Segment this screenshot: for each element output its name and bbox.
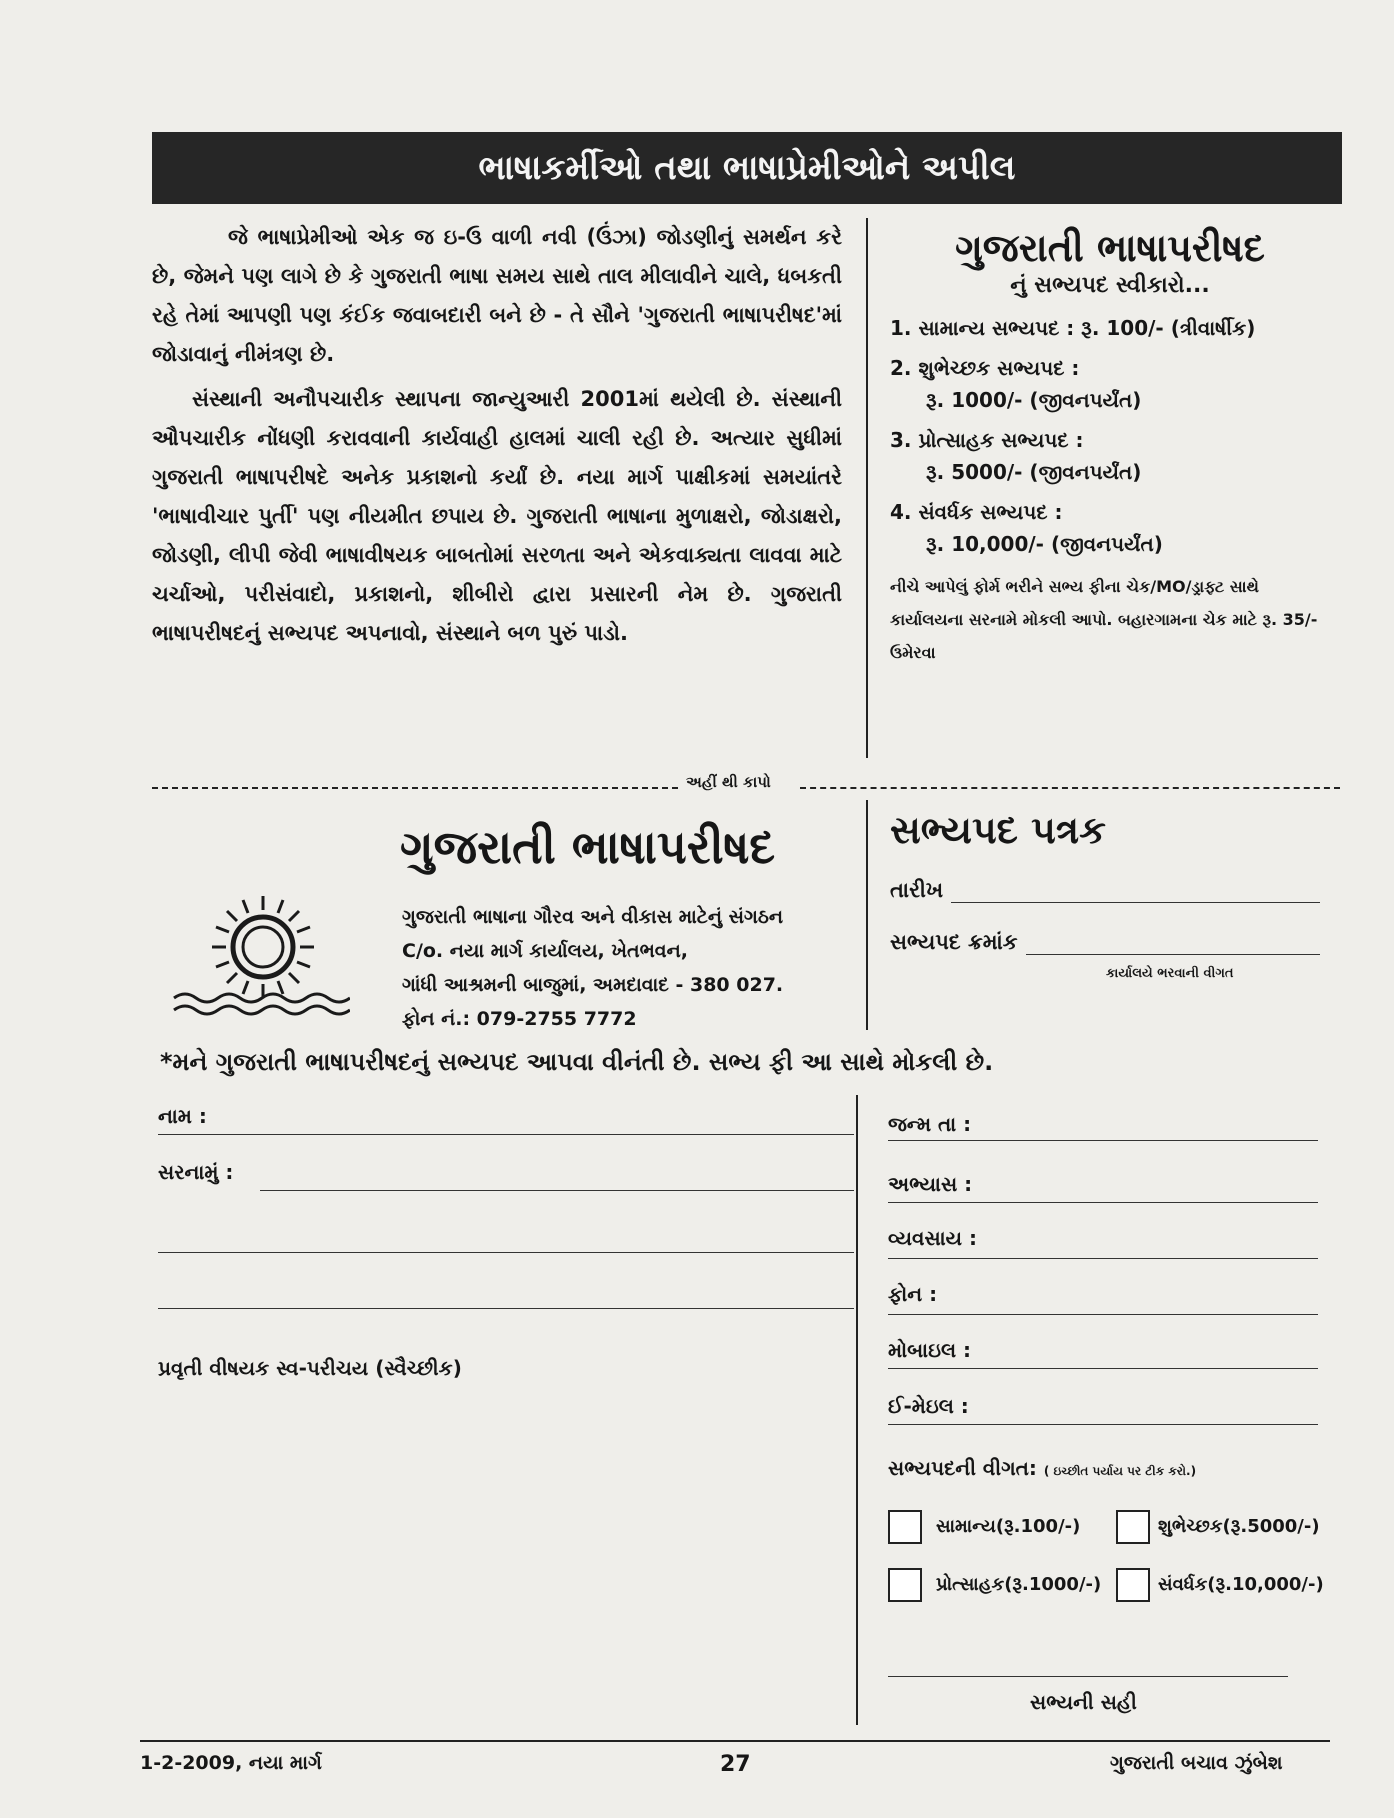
membership-item-3: 3. પ્રોત્સાહક સભ્યપદ : — [890, 428, 1084, 452]
org-phone: ફોન નં.: 079-2755 7772 — [402, 1008, 637, 1030]
date-row — [890, 878, 1320, 903]
office-note: કાર્યાલયે ભરવાની વીગત — [1106, 966, 1234, 981]
option-patron-label: પ્રોત્સાહક(રૂ.1000/-) — [936, 1574, 1102, 1595]
column-divider — [866, 218, 868, 758]
org-address-line-1: C/o. નયા માર્ગ કાર્યાલય, ખેતભવન, — [402, 940, 688, 962]
membership-detail-title: સભ્યપદની વીગત: — [888, 1456, 1037, 1480]
signature-field[interactable] — [888, 1676, 1288, 1677]
option-ordinary-checkbox[interactable] — [888, 1510, 922, 1544]
membership-item-1: 1. સામાન્ય સભ્યપદ : રૂ. 100/- (ત્રીવાર્ષીક) — [890, 316, 1256, 340]
appeal-header — [152, 132, 1342, 204]
dob-label: જન્મ તા : — [888, 1112, 972, 1136]
mobile-label: મોબાઇલ : — [888, 1338, 972, 1362]
address-field-1[interactable] — [260, 1190, 854, 1191]
mobile-field[interactable] — [888, 1368, 1318, 1369]
member-number-label: સભ્યપદ ક્રમાંક — [890, 930, 1018, 954]
option-promoter-label: સંવર્ધક(રૂ.10,000/-) — [1158, 1574, 1324, 1595]
membership-detail-label — [888, 1456, 1196, 1480]
cut-here-label: અહીં થી કાપો — [686, 773, 771, 791]
appeal-title: ભાષાકર્મીઓ તથા ભાષાપ્રેમીઓને અપીલ — [478, 148, 1016, 188]
dob-field[interactable] — [888, 1140, 1318, 1141]
phone-label: ફોન : — [888, 1282, 938, 1306]
occupation-field[interactable] — [888, 1258, 1318, 1259]
membership-note: નીચે આપેલું ફોર્મ ભરીને સભ્ય ફીના ચેક/MO/ડ્રાફ્ટ સાથે કાર્યાલયના સરનામે મોકલી આપો. બહારગામના ચેક માટે રૂ. 35/- ઉમેરવા — [890, 577, 1318, 662]
address-label: સરનામું : — [158, 1160, 234, 1184]
sun-logo-icon — [208, 892, 318, 1002]
option-wellwisher-label: શુભેચ્છક(રૂ.5000/-) — [1158, 1516, 1320, 1537]
member-number-field[interactable] — [1026, 930, 1320, 955]
option-wellwisher-checkbox[interactable] — [1116, 1510, 1150, 1544]
membership-item-3-fee: રૂ. 5000/- (જીવનપર્યંત) — [926, 460, 1142, 484]
study-field[interactable] — [888, 1202, 1318, 1203]
name-label: નામ : — [158, 1104, 207, 1128]
appeal-text — [152, 218, 842, 659]
org-address-line-2: ગાંધી આશ્રમની બાજુમાં, અમદાવાદ - 380 027. — [402, 974, 784, 996]
option-ordinary-label: સામાન્ય(રૂ.100/-) — [936, 1516, 1081, 1537]
study-label: અભ્યાસ : — [888, 1172, 973, 1196]
phone-field[interactable] — [888, 1314, 1318, 1315]
society-title: ગુજરાતી ભાષાપરીષદ — [955, 226, 1265, 270]
membership-detail-note: ( ઇચ્છીત પર્યાય પર ટીક કરો.) — [1043, 1464, 1197, 1478]
address-field-3[interactable] — [158, 1308, 854, 1309]
cut-line-left — [152, 787, 678, 789]
membership-item-2: 2. શુભેચ્છક સભ્યપદ : — [890, 356, 1080, 380]
occupation-label: વ્યવસાય : — [888, 1226, 977, 1250]
card-title: સભ્યપદ પત્રક — [890, 808, 1106, 852]
membership-item-2-fee: રૂ. 1000/- (જીવનપર્યંત) — [926, 388, 1142, 412]
option-patron-checkbox[interactable] — [888, 1568, 922, 1602]
membership-item-4-fee: રૂ. 10,000/- (જીવનપર્યંત) — [926, 532, 1163, 556]
form-divider — [856, 1095, 858, 1725]
self-intro-label: પ્રવૃતી વીષયક સ્વ-પરીચય (સ્વૈચ્છીક) — [158, 1356, 462, 1380]
date-label: તારીખ — [890, 878, 944, 902]
name-field[interactable] — [158, 1134, 854, 1135]
footer-campaign: ગુજરાતી બચાવ ઝુંબેશ — [1110, 1752, 1283, 1774]
membership-info — [890, 218, 1330, 669]
date-field[interactable] — [951, 878, 1320, 903]
page-number: 27 — [720, 1752, 751, 1777]
org-details — [402, 900, 783, 1036]
signature-label: સભ્યની સહી — [1030, 1690, 1137, 1714]
card-divider — [866, 800, 868, 1030]
org-name: ગુજરાતી ભાષાપરીષદ — [400, 820, 776, 874]
address-field-2[interactable] — [158, 1252, 854, 1253]
footer-rule — [140, 1740, 1330, 1742]
society-subtitle: નું સભ્યપદ સ્વીકારો... — [1010, 273, 1210, 298]
option-promoter-checkbox[interactable] — [1116, 1568, 1150, 1602]
org-tagline: ગુજરાતી ભાષાના ગૌરવ અને વીકાસ માટેનું સંગઠન — [402, 906, 784, 928]
waves-icon — [172, 988, 350, 1028]
email-field[interactable] — [888, 1424, 1318, 1425]
request-line: *મને ગુજરાતી ભાષાપરીષદનું સભ્યપદ આપવા વીનંતી છે. સભ્ય ફી આ સાથે મોકલી છે. — [160, 1048, 994, 1076]
member-number-row — [890, 930, 1320, 955]
cut-line-right — [800, 787, 1340, 789]
intro-paragraph-1: જે ભાષાપ્રેમીઓ એક જ ઇ-ઉ વાળી નવી (ઉંઝા) જોડણીનું સમર્થન કરે છે, જેમને પણ લાગે છે કે ગુજરાતી ભાષા સમય સાથે તાલ મીલાવીને ચાલે, ધબકતી રહે તેમાં આપણી પણ કંઈક જવાબદારી બને છે - તે સૌને 'ગુજરાતી ભાષાપરીષદ'માં જોડાવાનું નીમંત્રણ છે. — [152, 225, 842, 366]
membership-item-4: 4. સંવર્ધક સભ્યપદ : — [890, 500, 1063, 524]
intro-paragraph-2: સંસ્થાની અનૌપચારીક સ્થાપના જાન્યુઆરી 2001માં થયેલી છે. સંસ્થાની ઔપચારીક નોંધણી કરાવવાની કાર્યવાહી હાલમાં ચાલી રહી છે. અત્યાર સુધીમાં ગુજરાતી ભાષાપરીષદે અનેક પ્રકાશનો કર્યાં છે. નયા માર્ગ પાક્ષીકમાં સમયાંતરે 'ભાષાવીચાર પુર્તી' પણ નીયમીત છપાય છે. ગુજરાતી ભાષાના મુળાક્ષરો, જોડાક્ષરો, જોડણી, લીપી જેવી ભાષાવીષયક બાબતોમાં સરળતા અને એકવાક્યતા લાવવા માટે ચર્ચાઓ, પરીસંવાદો, પ્રકાશનો, શીબીરો દ્વારા પ્રસારની નેમ છે. ગુજરાતી ભાષાપરીષદનું સભ્યપદ અપનાવો, સંસ્થાને બળ પુરું પાડો. — [152, 387, 842, 645]
email-label: ઈ-મેઇલ : — [888, 1394, 969, 1418]
footer-date: 1-2-2009, નયા માર્ગ — [140, 1752, 322, 1774]
